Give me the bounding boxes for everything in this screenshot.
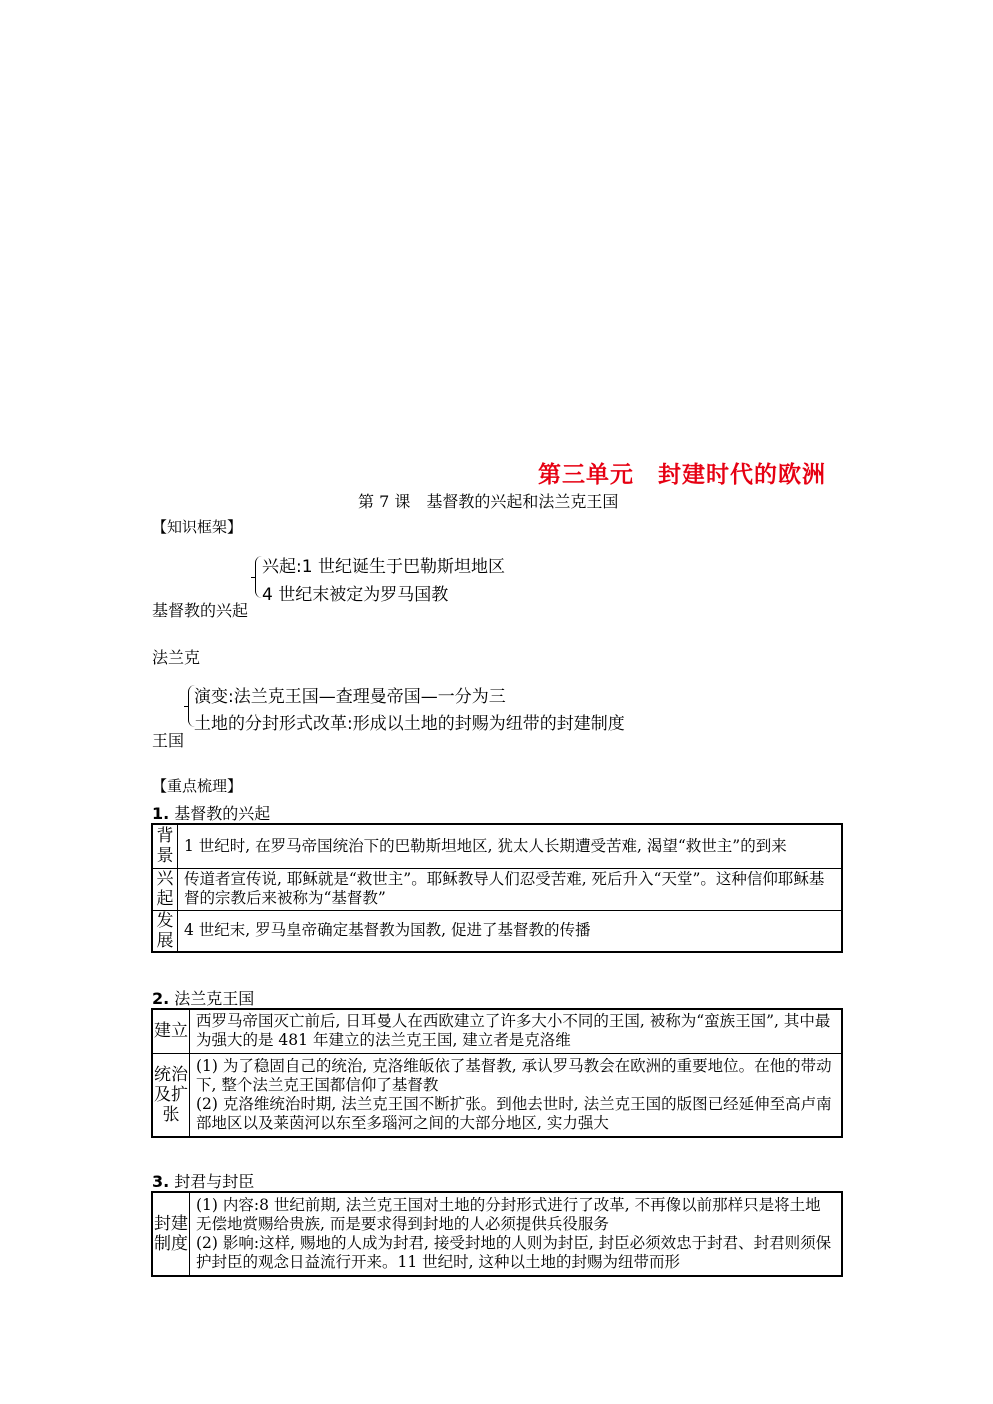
table-row xyxy=(152,1192,842,1276)
section2-title-text: 法兰克王国 xyxy=(169,989,255,1008)
frank-label-line1: 法兰克 xyxy=(152,648,201,667)
christianity-label: 基督教的兴起 xyxy=(152,601,249,620)
unit-title: 第三单元 封建时代的欧洲 xyxy=(538,461,826,488)
section1-title-text: 基督教的兴起 xyxy=(169,804,271,823)
row-content: 传道者宣传说, 耶稣就是“救世主”。耶稣教导人们忍受苦难, 死后升入“天堂”。这种信仰耶稣基督的宗教后来被称为“基督教” xyxy=(178,868,843,910)
brace-frank-mid xyxy=(184,706,188,707)
row-content: 1 世纪时, 在罗马帝国统治下的巴勒斯坦地区, 犹太人长期遭受苦难, 渴望“救世主”的到来 xyxy=(178,824,843,868)
row-label: 建立 xyxy=(152,1009,190,1053)
section2-title xyxy=(152,986,254,1009)
table-row xyxy=(152,1009,842,1053)
row-content-part2: (2) 影响:这样, 赐地的人成为封君, 接受封地的人则为封臣, 封臣必须效忠于封君、封君则须保护封臣的观念日益流行开来。11 世纪时, 这种以土地的封赐为纽带而形 xyxy=(196,1234,832,1271)
table-row xyxy=(152,868,842,910)
row-label: 发展 xyxy=(152,910,178,952)
christianity-line-2: 4 世纪末被定为罗马国教 xyxy=(262,585,449,605)
table-row xyxy=(152,824,842,868)
row-content-part1: (1) 为了稳固自己的统治, 克洛维皈依了基督教, 承认罗马教会在欧洲的重要地位。在他的带动下, 整个法兰克王国都信仰了基督教 xyxy=(196,1056,832,1094)
brace-christianity xyxy=(255,556,262,598)
lesson-title: 第 7 课 基督教的兴起和法兰克王国 xyxy=(358,492,619,511)
frank-label-line2: 王国 xyxy=(152,731,185,750)
framework-heading: 【知识框架】 xyxy=(152,518,243,536)
section1-num: 1. xyxy=(152,804,170,823)
table-row xyxy=(152,1053,842,1137)
christianity-line-1: 兴起:1 世纪诞生于巴勒斯坦地区 xyxy=(262,557,505,577)
section1-table xyxy=(151,823,843,953)
section2-num: 2. xyxy=(152,989,170,1008)
row-content xyxy=(190,1053,843,1137)
key-points-heading: 【重点梳理】 xyxy=(152,777,243,795)
row-content: 西罗马帝国灭亡前后, 日耳曼人在西欧建立了许多大小不同的王国, 被称为“蛮族王国”, 其中最为强大的是 481 年建立的法兰克王国, 建立者是克洛维 xyxy=(190,1009,843,1053)
row-label: 统治及扩张 xyxy=(152,1053,190,1137)
section3-title-text: 封君与封臣 xyxy=(169,1172,255,1191)
section1-title xyxy=(152,801,270,824)
row-content-part1: (1) 内容:8 世纪前期, 法兰克王国对土地的分封形式进行了改革, 不再像以前那样只是将土地无偿地赏赐给贵族, 而是要求得到封地的人必须提供兵役服务 xyxy=(196,1196,821,1233)
row-content-part2: (2) 克洛维统治时期, 法兰克王国不断扩张。到他去世时, 法兰克王国的版图已经延伸至高卢南部地区以及莱茵河以东至多瑙河之间的大部分地区, 实力强大 xyxy=(196,1094,832,1132)
brace-christianity-mid xyxy=(251,577,255,578)
row-content: 4 世纪末, 罗马皇帝确定基督教为国教, 促进了基督教的传播 xyxy=(178,910,843,952)
frank-line-1: 演变:法兰克王国—查理曼帝国—一分为三 xyxy=(194,687,506,707)
row-label: 封建制度 xyxy=(152,1192,190,1276)
section3-title xyxy=(152,1169,254,1192)
row-label: 背景 xyxy=(152,824,178,868)
section3-table xyxy=(151,1191,843,1277)
section3-num: 3. xyxy=(152,1172,170,1191)
section2-table xyxy=(151,1008,843,1138)
table-row xyxy=(152,910,842,952)
row-label: 兴起 xyxy=(152,868,178,910)
frank-line-2: 土地的分封形式改革:形成以土地的封赐为纽带的封建制度 xyxy=(194,714,625,734)
row-content xyxy=(190,1192,843,1276)
